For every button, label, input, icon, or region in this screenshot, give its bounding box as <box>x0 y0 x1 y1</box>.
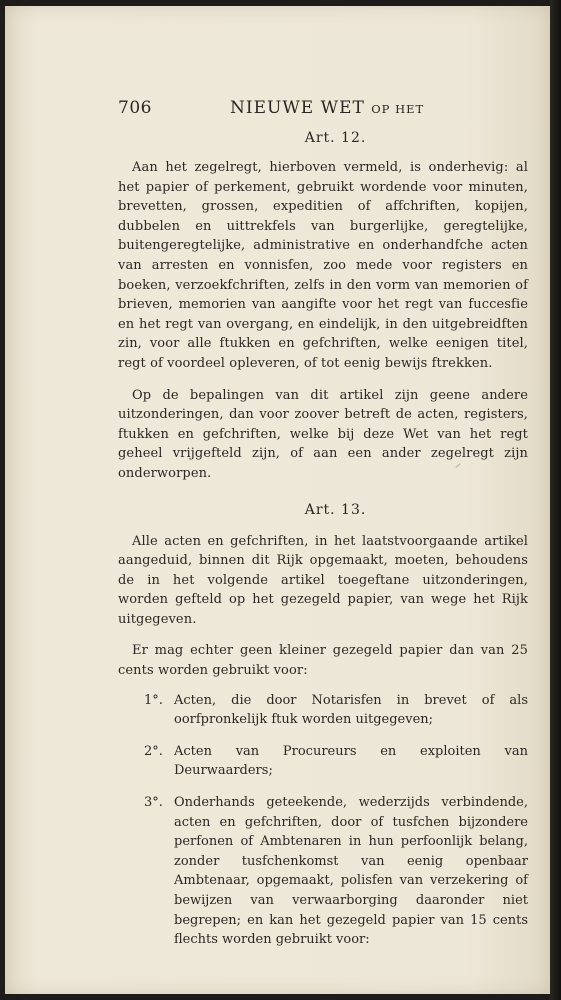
list-item-number: 1°. <box>144 692 163 708</box>
running-title-small: OP HET <box>371 102 425 116</box>
article-12-paragraph-1: Aan het zegelregt, hierboven vermeld, is onderhevig: al het papier of perkement, gebruikt wordende voor minuten, brevetten, grossen, expeditien of affchriften, kopijen, dubbelen en uittrekfels van burgerlijke, geregtelijke, buitengeregtelijke, administrative en onderhandfche acten van arresten en vonnisfen, zoo mede voor registers en boeken, verzoekfchriften, zelfs in den vorm van memorien of brieven, memorien van aangifte voor het regt van fuccesfie en het regt van overgang, en eindelijk, in den uitgebreidften zin, voor alle ftukken en gefchriften, welke eenigen titel, regt of voordeel opleveren, of tot eenig bewijs ftrekken. <box>118 160 528 371</box>
book-edge <box>550 0 561 1000</box>
list-item-text: Acten, die door Notarisfen in brevet of als oorfpronkelijk ftuk worden uitgegeven; <box>174 692 528 728</box>
page-number: 706 <box>118 98 152 118</box>
running-title-main: NIEUWE WET <box>230 98 365 118</box>
list-item <box>144 742 528 781</box>
list-item <box>144 793 528 950</box>
article-13-list <box>118 691 528 950</box>
list-item-text: Onderhands geteekende, wederzijds verbindende, acten en gefchriften, door of tusfchen bijzondere perfonen of Ambtenaren in hun perfoonlijk belang, zonder tusfchenkomst van eenig openbaar Ambtenaar, opgemaakt, polisfen van verzekering of bewijzen van verwaarborging daaronder niet begrepen; en kan het gezegeld papier van 15 cents flechts worden gebruikt voor: <box>174 795 528 948</box>
article-12-paragraph-2: Op de bepalingen van dit artikel zijn geene andere uitzonderingen, dan voor zoover betreft de acten, registers, ftukken en gefchriften, welke bij deze Wet van het regt geheel vrijgefteld zijn, of aan een ander zegelregt zijn onderworpen. <box>118 387 528 481</box>
article-12-heading: Art. 12. <box>304 130 367 146</box>
running-head <box>118 98 528 122</box>
page-content <box>118 98 528 962</box>
article-13-paragraph-2: Er mag echter geen kleiner gezegeld papier dan van 25 cents worden gebruikt voor: <box>118 643 528 679</box>
article-13-paragraph-1: Alle acten en gefchriften, in het laatstvoorgaande artikel aangeduid, binnen dit Rijk opgemaakt, moeten, behoudens de in het volgende artikel toegeftane uitzonderingen, worden gefteld op het gezegeld papier, van wege het Rijk uitgegeven. <box>118 533 528 627</box>
article-13-heading: Art. 13. <box>304 501 367 518</box>
list-item-text: Acten van Procureurs en exploiten van Deurwaarders; <box>174 743 528 779</box>
list-item-number: 3°. <box>144 795 163 811</box>
list-item <box>144 691 528 730</box>
list-item-number: 2°. <box>144 743 163 759</box>
running-title <box>230 98 424 118</box>
